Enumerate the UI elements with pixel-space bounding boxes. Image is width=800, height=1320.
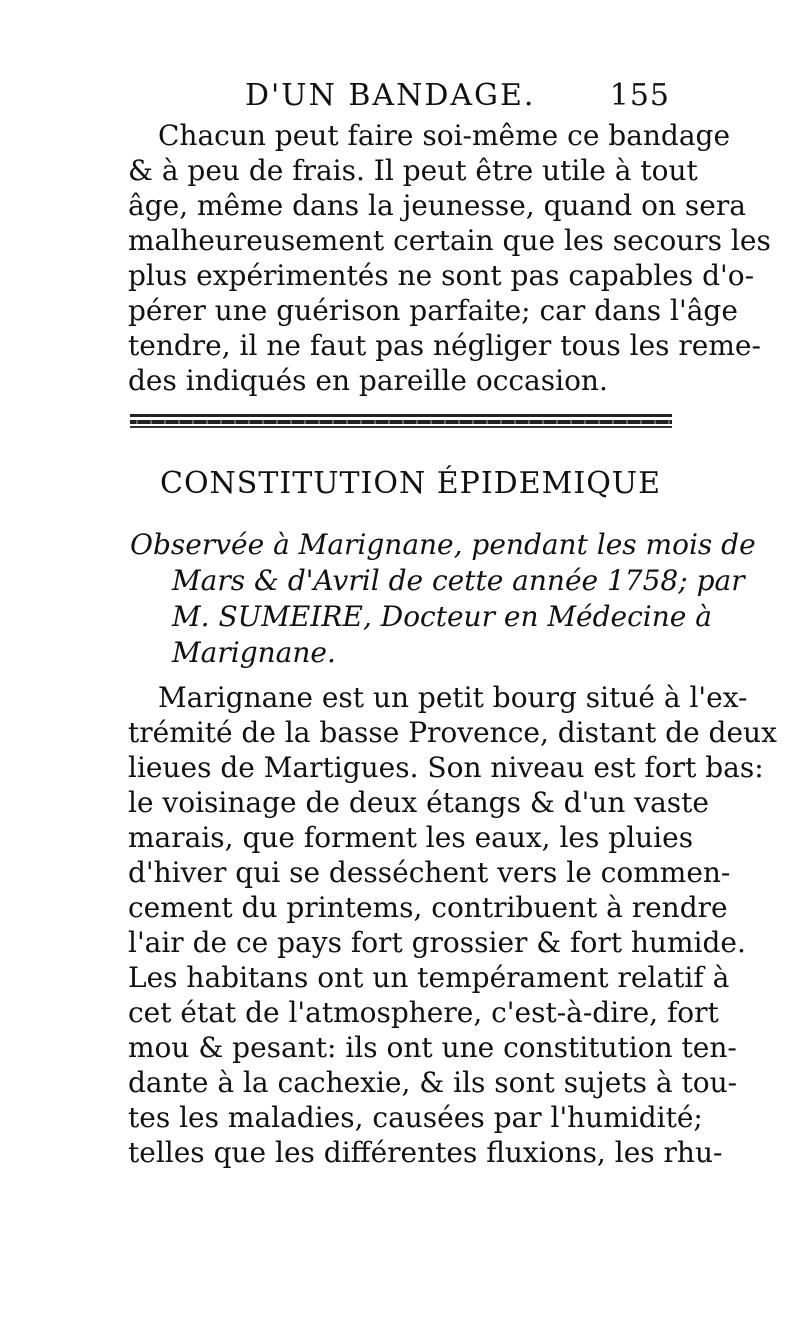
text-line: malheureusement certain que les secours les bbox=[128, 224, 771, 257]
paragraph-bandage bbox=[128, 118, 771, 398]
rule-bar-bottom bbox=[130, 426, 672, 428]
page-number: 155 bbox=[609, 78, 670, 113]
text-line: l'air de ce pays fort grossier & fort humide. bbox=[128, 926, 746, 959]
section-subtitle bbox=[130, 527, 756, 671]
text-line: plus expérimentés ne sont pas capables d'o- bbox=[128, 259, 755, 292]
text-line: marais, que forment les eaux, les pluies bbox=[128, 821, 694, 854]
text-line: dante à la cachexie, & ils sont sujets à tou- bbox=[128, 1066, 738, 1099]
subtitle-line: Observée à Marignane, pendant les mois de bbox=[130, 528, 756, 561]
text-line: trémité de la basse Provence, distant de deux bbox=[128, 716, 777, 749]
text-line: tes les maladies, causées par l'humidité; bbox=[128, 1101, 703, 1134]
text-line: pérer une guérison parfaite; car dans l'âge bbox=[128, 294, 738, 327]
text-line: & à peu de frais. Il peut être utile à tout bbox=[128, 154, 698, 187]
text-line: des indiqués en pareille occasion. bbox=[128, 364, 608, 397]
subtitle-line: Marignane. bbox=[172, 636, 336, 669]
text-line: tendre, il ne faut pas négliger tous les reme- bbox=[128, 329, 761, 362]
rule-bar-top bbox=[130, 414, 672, 417]
text-line: le voisinage de deux étangs & d'un vaste bbox=[128, 786, 709, 819]
text-line: telles que les différentes fluxions, les rhu- bbox=[128, 1136, 723, 1169]
text-line: mou & pesant: ils ont une constitution ten- bbox=[128, 1031, 737, 1064]
text-line: âge, même dans la jeunesse, quand on sera bbox=[128, 189, 746, 222]
section-title: CONSTITUTION ÉPIDEMIQUE bbox=[160, 466, 661, 501]
running-head: D'UN BANDAGE. bbox=[245, 78, 536, 113]
page-header bbox=[150, 78, 670, 118]
text-line: Chacun peut faire soi-même ce bandage bbox=[158, 119, 731, 152]
text-line: lieues de Martigues. Son niveau est fort bas: bbox=[128, 751, 764, 784]
text-line: cet état de l'atmosphere, c'est-à-dire, fort bbox=[128, 996, 719, 1029]
text-line: Marignane est un petit bourg situé à l'ex- bbox=[158, 681, 748, 714]
paragraph-marignane bbox=[128, 680, 777, 1170]
ornamental-rule bbox=[130, 414, 672, 430]
subtitle-line: Mars & d'Avril de cette année 1758; par bbox=[172, 564, 745, 597]
text-line: Les habitans ont un tempérament relatif à bbox=[128, 961, 730, 994]
text-line: d'hiver qui se desséchent vers le commen- bbox=[128, 856, 731, 889]
rule-bar-middle bbox=[130, 420, 672, 424]
text-line: cement du printems, contribuent à rendre bbox=[128, 891, 728, 924]
subtitle-line: M. SUMEIRE, Docteur en Médecine à bbox=[172, 600, 712, 633]
